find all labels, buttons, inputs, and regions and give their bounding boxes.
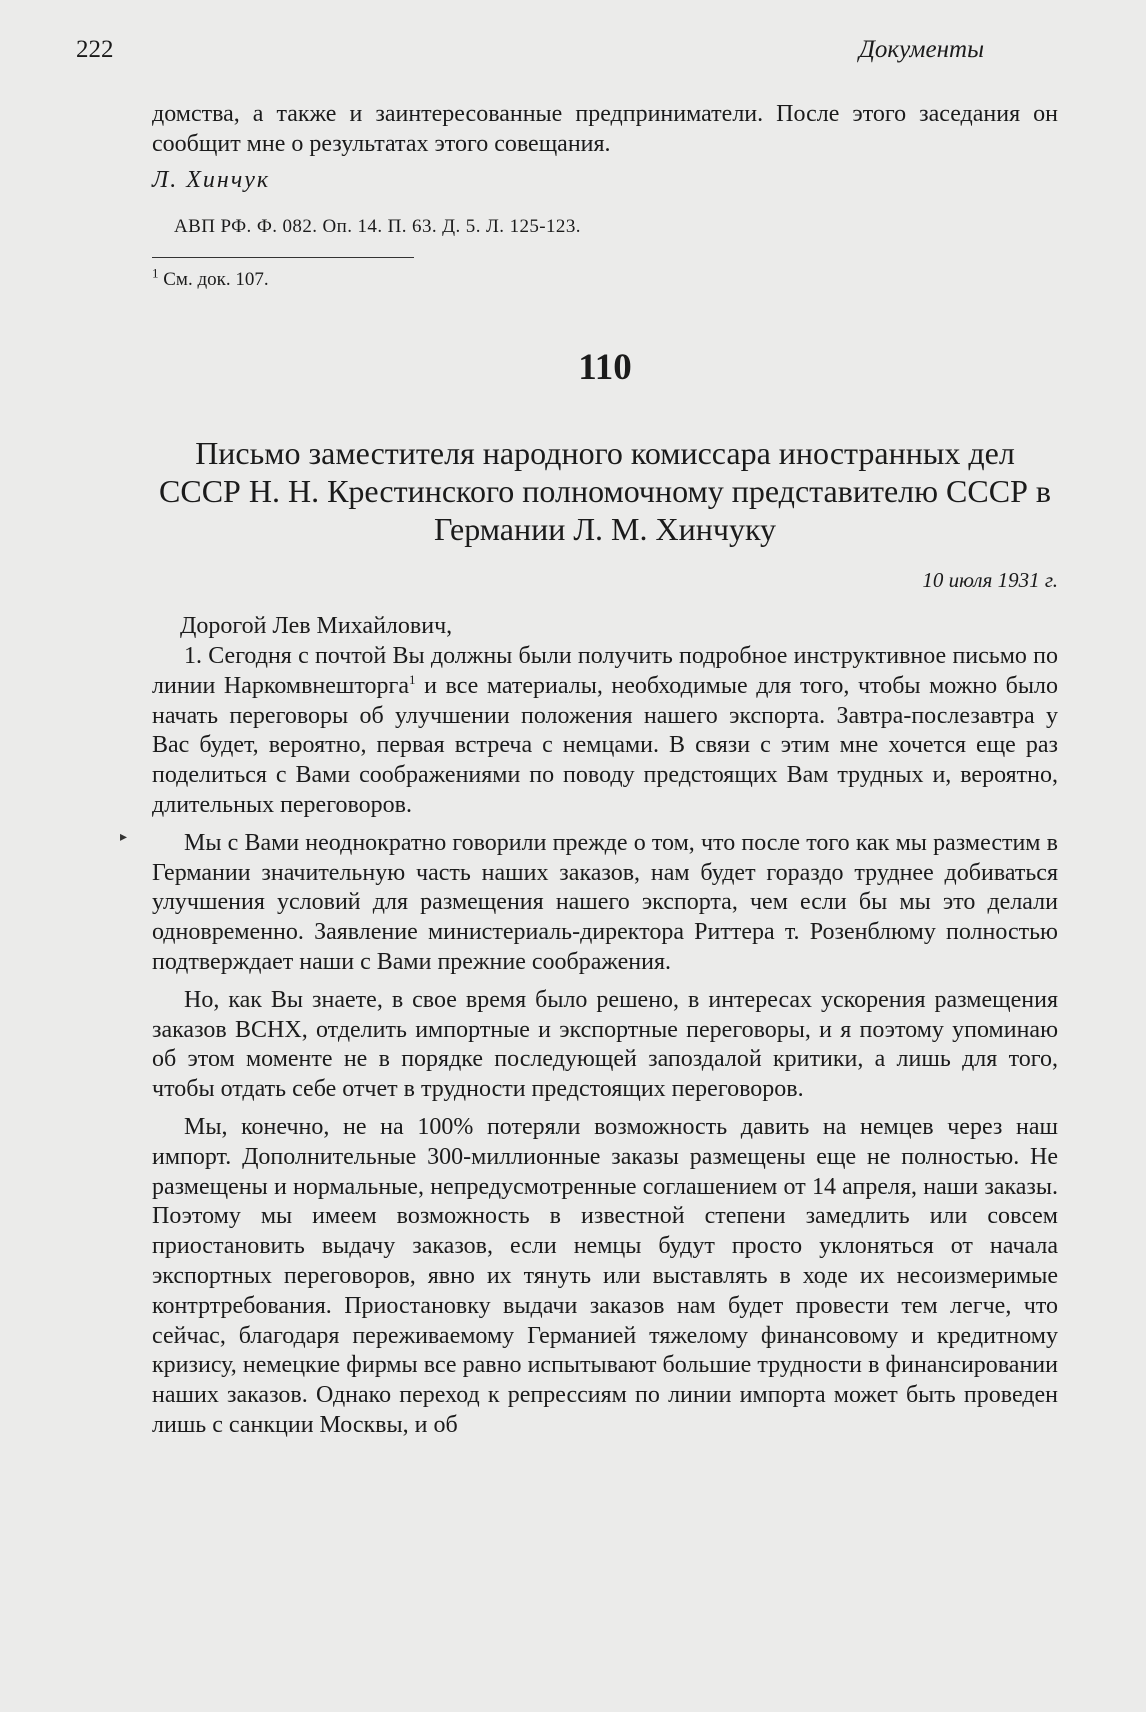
paragraph-1-start: 1. Сегодня с почтой Вы должны были получить подробное инструктивное письмо по линии Наркомвнешторга bbox=[152, 642, 1058, 699]
footnote-text: См. док. 107. bbox=[158, 269, 269, 291]
archive-reference: АВП РФ. Ф. 082. Оп. 14. П. 63. Д. 5. Л. 125-123. bbox=[174, 216, 581, 238]
paragraph-1 bbox=[152, 642, 1058, 821]
paragraph-2: Мы с Вами неоднократно говорили прежде о том, что после того как мы разместим в Германии значительную часть наших заказов, нам будет гораздо труднее добиваться улучшения условий для размещения нашего экспорта, чем если бы мы это делали одновременно. Заявление министериаль-директора Риттера т. Розенблюму полностью подтверждает наши с Вами прежние соображения. bbox=[152, 829, 1058, 975]
previous-document-closing: домства, а также и заинтересованные предприниматели. После этого заседания он сообщит мне о результатах этого совещания. bbox=[152, 101, 1058, 157]
salutation: Дорогой Лев Михайлович, bbox=[180, 613, 453, 640]
running-header bbox=[76, 36, 984, 64]
page-content bbox=[152, 100, 1058, 1441]
document-date: 10 июля 1931 г. bbox=[922, 568, 1058, 593]
signature: Л. Хинчук bbox=[152, 166, 271, 193]
document-number: 110 bbox=[578, 347, 632, 389]
document-title: Письмо заместителя народного комиссара иностранных дел СССР Н. Н. Крестинского полномочному представителю СССР в Германии Л. М. Хинчуку bbox=[159, 435, 1051, 548]
paragraph-4: Мы, конечно, не на 100% потеряли возможность давить на немцев через наш импорт. Дополнительные 300-миллионные заказы размещены еще не полностью. Не размещены и нормальные, непредусмотренные соглашением от 14 апреля, наши заказы. Поэтому мы имеем возможность в известной степени замедлить или совсем приостановить выдачу заказов, если немцы будут просто уклоняться от начала экспортных переговоров, явно их тянуть или выставлять в ходе их несоизмеримые контртребования. Приостановку выдачи заказов нам будет провести тем легче, что сейчас, благодаря переживаемому Германией тяжелому финансовому и кредитному кризису, немецкие фирмы все равно испытывают большие трудности в финансировании наших заказов. Однако переход к репрессиям по линии импорта может быть проведен лишь с санкции Москвы, и об bbox=[152, 1113, 1058, 1438]
margin-arrow-icon: ▸ bbox=[120, 830, 128, 845]
footnote-marker: 1 bbox=[152, 266, 159, 282]
footnote bbox=[152, 268, 1058, 292]
note-marker: 1 bbox=[409, 671, 416, 687]
section-title: Документы bbox=[858, 36, 984, 63]
footnote-divider bbox=[152, 257, 414, 258]
paragraph-3: Но, как Вы знаете, в свое время было решено, в интересах ускорения размещения заказов ВСНХ, отделить импортные и экспортные переговоры, и я поэтому упоминаю об этом моменте не в порядке последующей запоздалой критики, а лишь для того, чтобы отдать себе отчет в трудности предстоящих переговоров. bbox=[152, 986, 1058, 1103]
page-number: 222 bbox=[76, 36, 114, 63]
paragraph-1-end: и все материалы, необходимые для того, чтобы можно было начать переговоры об улучшении положения нашего экспорта. Завтра-послезавтра у Вас будет, вероятно, первая встреча с немцами. В связи с этим мне хочется еще раз поделиться с Вами соображениями по поводу предстоящих Вам трудных и, вероятно, длительных переговоров. bbox=[152, 672, 1058, 818]
